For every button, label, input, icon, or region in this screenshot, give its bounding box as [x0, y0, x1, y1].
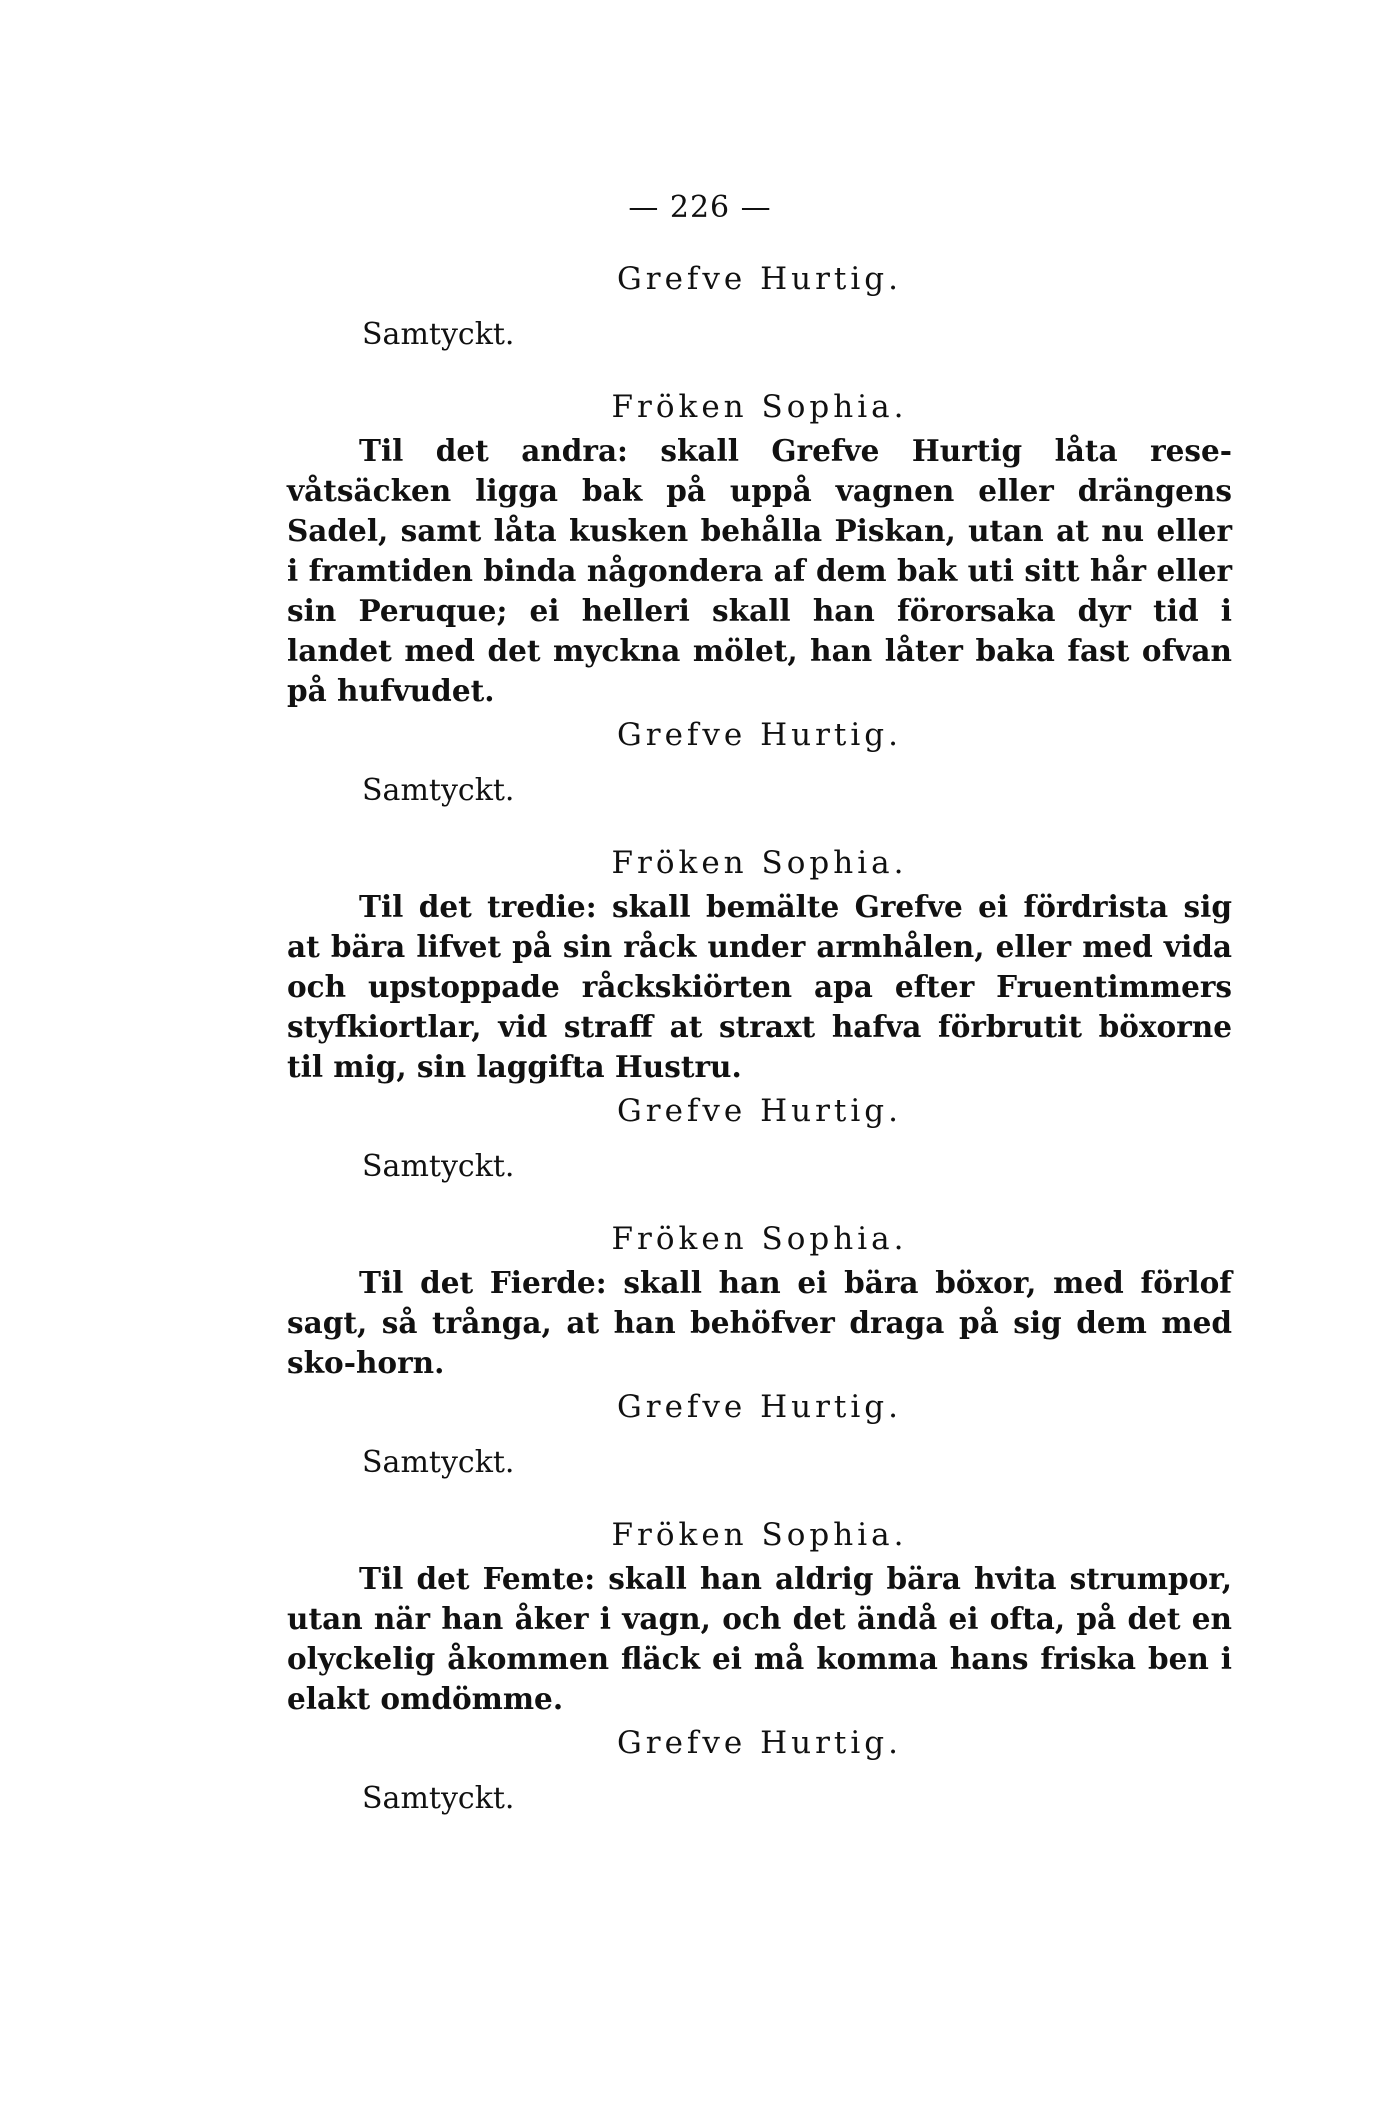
speech-block: [287, 841, 1232, 1087]
reply-text: Samtyckt.: [362, 1781, 515, 1816]
speech-block: [287, 257, 1232, 355]
speech-block: [287, 385, 1232, 711]
page-number: — 226 —: [628, 190, 772, 225]
speech-paragraph: Til det andra: skall Grefve Hurtig låta rese-våtsäcken ligga bak på uppå vagnen eller drängens Sadel, samt låta kusken behålla Piskan, utan at nu eller i framtiden binda någondera af dem bak uti sitt hår eller sin Peruque; ei helleri skall han förorsaka dyr tid i landet med det myckna mölet, han låter baka fast ofvan på hufvudet.: [287, 433, 1232, 708]
speech-block: [287, 1513, 1232, 1719]
speech-block: [287, 1089, 1232, 1187]
speaker-heading: Grefve Hurtig.: [616, 261, 902, 297]
reply-text: Samtyckt.: [362, 317, 515, 352]
speech-block: [287, 1217, 1232, 1383]
speaker-heading: Fröken Sophia.: [611, 1221, 908, 1257]
speaker-heading: Grefve Hurtig.: [616, 1725, 902, 1761]
reply-text: Samtyckt.: [362, 773, 515, 808]
text-column: [287, 255, 1232, 1849]
speech-block: [287, 1721, 1232, 1819]
speaker-heading: Fröken Sophia.: [611, 1517, 908, 1553]
speaker-heading: Fröken Sophia.: [611, 389, 908, 425]
reply-text: Samtyckt.: [362, 1149, 515, 1184]
speech-block: [287, 713, 1232, 811]
speech-paragraph: Til det Fierde: skall han ei bära böxor, med förlof sagt, så trånga, at han behöfver draga på sig dem med sko-horn.: [287, 1265, 1232, 1380]
speech-block: [287, 1385, 1232, 1483]
speaker-heading: Grefve Hurtig.: [616, 1389, 902, 1425]
speech-paragraph: Til det tredie: skall bemälte Grefve ei fördrista sig at bära lifvet på sin råck under armhålen, eller med vida och upstoppade råckskiörten apa efter Fruentimmers styfkiortlar, vid straff at straxt hafva förbrutit böxorne til mig, sin laggifta Hustru.: [287, 889, 1232, 1084]
speaker-heading: Grefve Hurtig.: [616, 1093, 902, 1129]
speaker-heading: Grefve Hurtig.: [616, 717, 902, 753]
speech-paragraph: Til det Femte: skall han aldrig bära hvita strumpor, utan när han åker i vagn, och det ändå ei ofta, på det en olyckelig åkommen fläck ei må komma hans friska ben i elakt omdömme.: [287, 1561, 1232, 1716]
speaker-heading: Fröken Sophia.: [611, 845, 908, 881]
reply-text: Samtyckt.: [362, 1445, 515, 1480]
